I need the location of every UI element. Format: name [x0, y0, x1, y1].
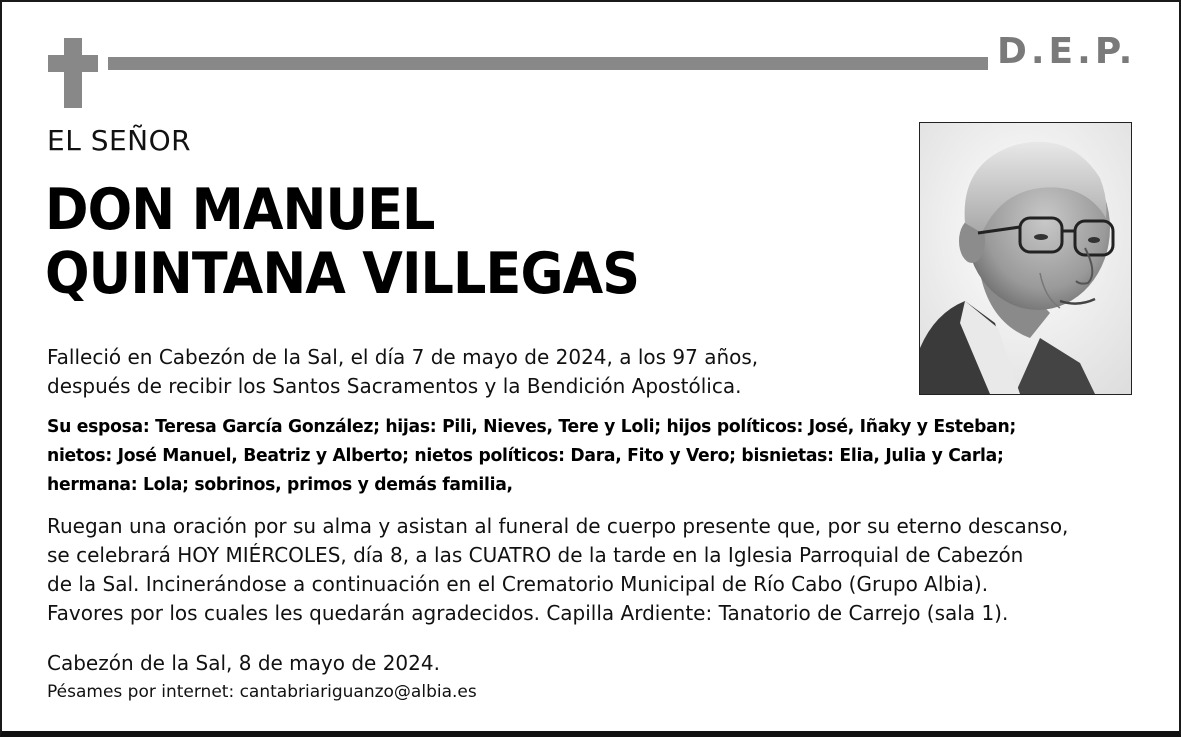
cross-icon — [64, 38, 82, 108]
cross-icon-bar — [48, 55, 98, 72]
place-date: Cabezón de la Sal, 8 de mayo de 2024. — [47, 651, 440, 675]
funeral-line: Favores por los cuales les quedarán agradecidos. Capilla Ardiente: Tanatorio de Carrejo (sala 1). — [47, 601, 1009, 625]
name-line-1: DON MANUEL — [45, 177, 435, 243]
death-line: Falleció en Cabezón de la Sal, el día 7 de mayo de 2024, a los 97 años, — [47, 345, 759, 369]
intro-title: EL SEÑOR — [47, 124, 192, 157]
family-line: hermana: Lola; sobrinos, primos y demás familia, — [47, 474, 513, 495]
funeral-line: se celebrará HOY MIÉRCOLES, día 8, a las CUATRO de la tarde en la Iglesia Parroquial de Cabezón — [47, 543, 1024, 567]
dep-label: D.E.P. — [997, 31, 1137, 72]
header-rule — [108, 57, 988, 70]
portrait-photo — [919, 122, 1132, 395]
death-line: después de recibir los Santos Sacramentos y la Bendición Apostólica. — [47, 374, 742, 398]
death-statement — [47, 343, 907, 401]
funeral-line: Ruegan una oración por su alma y asistan al funeral de cuerpo presente que, por su eterno descanso, — [47, 514, 1069, 538]
condolences-contact: Pésames por internet: cantabriariguanzo@albia.es — [47, 682, 477, 702]
family-list — [47, 412, 1117, 499]
deceased-name — [45, 178, 799, 306]
family-line: nietos: José Manuel, Beatriz y Alberto; nietos políticos: Dara, Fito y Vero; bisnietas: Elia, Julia y Carla; — [47, 445, 1004, 466]
family-line: Su esposa: Teresa García González; hijas: Pili, Nieves, Tere y Loli; hijos políticos: José, Iñaky y Esteban; — [47, 416, 1016, 437]
funeral-details — [47, 512, 1147, 628]
funeral-line: de la Sal. Incinerándose a continuación en el Crematorio Municipal de Río Cabo (Grupo Albia). — [47, 572, 989, 596]
name-line-2: QUINTANA VILLEGAS — [45, 241, 640, 307]
